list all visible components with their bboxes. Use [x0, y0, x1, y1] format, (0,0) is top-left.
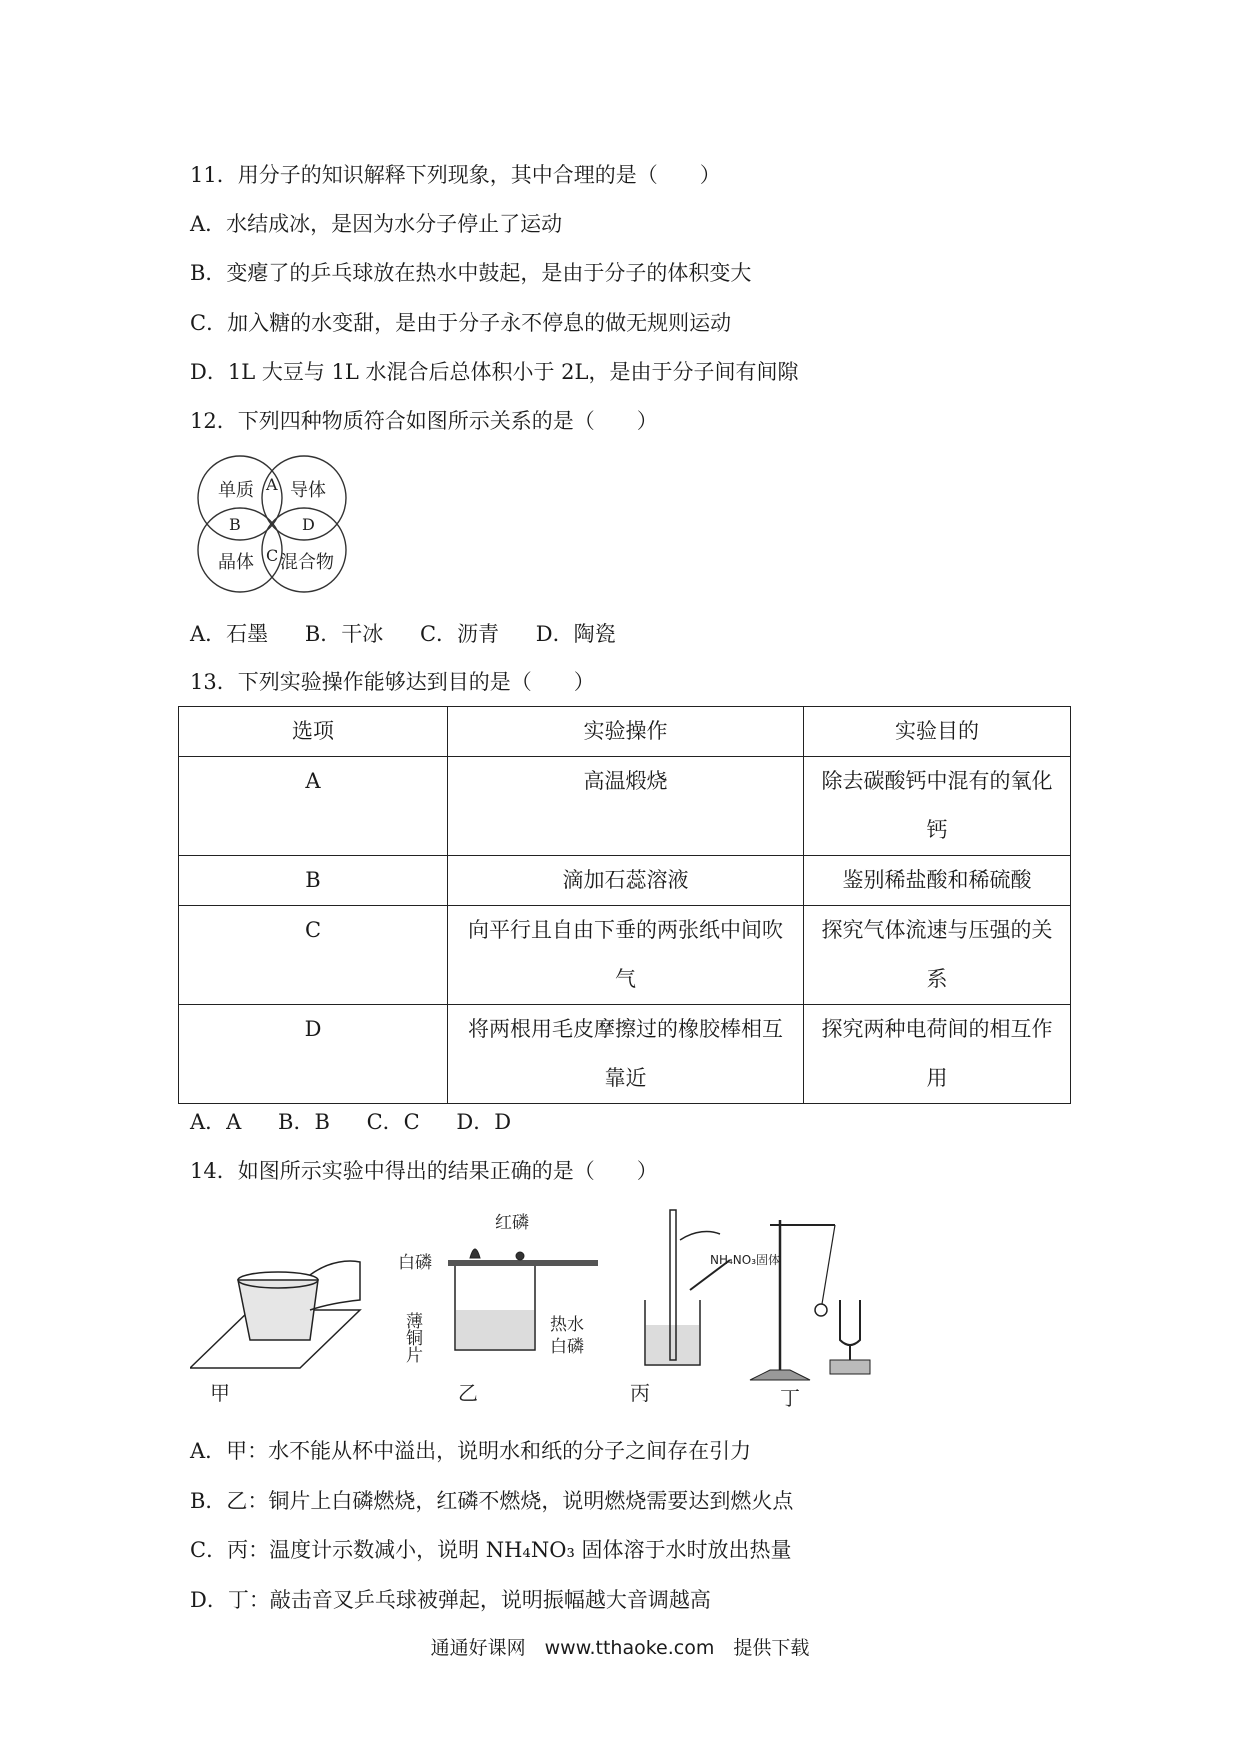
row-option: B — [179, 856, 448, 906]
flame-icon — [470, 1249, 480, 1258]
q12-option-a: A．石墨 — [190, 622, 269, 646]
venn-region-c: C — [266, 546, 279, 565]
q14-option-b: B．乙：铜片上白磷燃烧，红磷不燃烧，说明燃烧需要达到燃火点 — [190, 1489, 794, 1513]
row-option: A — [179, 757, 448, 856]
q11-stem: 11．用分子的知识解释下列现象，其中合理的是（ ） — [190, 163, 721, 187]
q14-option-a: A．甲：水不能从杯中溢出，说明水和纸的分子之间存在引力 — [190, 1439, 752, 1463]
cup-icon — [238, 1280, 318, 1340]
venn-label-c1: 单质 — [218, 480, 254, 501]
header-goal: 实验目的 — [804, 707, 1071, 757]
q13-stem: 13．下列实验操作能够达到目的是（ ） — [190, 670, 595, 694]
label-ding: 丁 — [780, 1386, 800, 1410]
q12-option-b: B．干冰 — [304, 622, 384, 646]
label-copper: 薄铜片 — [402, 1312, 422, 1363]
venn-diagram — [192, 450, 352, 600]
panel-ding — [750, 1220, 870, 1410]
hand-icon — [680, 1232, 720, 1240]
table-row — [179, 906, 1071, 1005]
label-red-p: 红磷 — [495, 1213, 529, 1233]
venn-label-c2: 导体 — [290, 480, 326, 501]
row-goal: 鉴别稀盐酸和稀硫酸 — [804, 856, 1071, 906]
label-jia: 甲 — [210, 1381, 230, 1405]
q13-options — [190, 1107, 541, 1137]
row-goal: 探究气体流速与压强的关系 — [804, 906, 1071, 1005]
label-nh4no3: NH₄NO₃固体 — [710, 1253, 781, 1267]
q14-stem: 14．如图所示实验中得出的结果正确的是（ ） — [190, 1159, 658, 1183]
label-white-p2: 白磷 — [550, 1337, 584, 1357]
table-row — [179, 856, 1071, 906]
q14-option-c: C．丙：温度计示数减小，说明 NH₄NO₃ 固体溶于水时放出热量 — [190, 1538, 792, 1562]
q12-option-d: D．陶瓷 — [535, 622, 616, 646]
ping-pong-ball-icon — [815, 1304, 827, 1316]
table-row — [179, 1005, 1071, 1104]
label-white-p: 白磷 — [398, 1253, 432, 1273]
row-option: C — [179, 906, 448, 1005]
venn-region-a: A — [266, 475, 278, 494]
row-operation: 高温煅烧 — [448, 757, 804, 856]
row-operation: 向平行且自由下垂的两张纸中间吹气 — [448, 906, 804, 1005]
header-operation: 实验操作 — [448, 707, 804, 757]
row-operation: 滴加石蕊溶液 — [448, 856, 804, 906]
q11-option-d: D．1L 大豆与 1L 水混合后总体积小于 2L，是由于分子间有间隙 — [190, 360, 799, 384]
label-hot-water: 热水 — [550, 1315, 584, 1335]
header-option: 选项 — [179, 707, 448, 757]
label-yi: 乙 — [458, 1381, 478, 1405]
red-phosphorus-icon — [516, 1252, 524, 1260]
tuning-fork-icon — [840, 1300, 860, 1360]
label-bing: 丙 — [630, 1381, 650, 1405]
venn-label-c4: 混合物 — [280, 552, 334, 573]
venn-label-c3: 晶体 — [218, 552, 254, 573]
venn-region-d: D — [302, 515, 315, 534]
q12-stem: 12．下列四种物质符合如图所示关系的是（ ） — [190, 409, 658, 433]
q13-option-d: D．D — [456, 1110, 512, 1134]
row-goal: 探究两种电荷间的相互作用 — [804, 1005, 1071, 1104]
venn-region-b: B — [229, 515, 241, 534]
q13-option-a: A．A — [190, 1110, 242, 1134]
experiment-figure — [190, 1200, 970, 1410]
pendulum-string-icon — [822, 1225, 835, 1304]
row-goal: 除去碳酸钙中混有的氧化钙 — [804, 757, 1071, 856]
q11-option-b: B．变瘪了的乒乓球放在热水中鼓起，是由于分子的体积变大 — [190, 261, 752, 285]
q14-option-d: D．丁：敲击音叉乒乓球被弹起，说明振幅越大音调越高 — [190, 1588, 711, 1612]
q12-option-c: C．沥青 — [419, 622, 500, 646]
table-header-row — [179, 707, 1071, 757]
panel-yi — [398, 1213, 598, 1405]
stand-base-icon — [750, 1370, 810, 1380]
row-option: D — [179, 1005, 448, 1104]
copper-plate-icon — [448, 1260, 598, 1266]
q11-option-c: C．加入糖的水变甜，是由于分子永不停息的做无规则运动 — [190, 311, 732, 335]
row-operation: 将两根用毛皮摩擦过的橡胶棒相互靠近 — [448, 1005, 804, 1104]
q11-option-a: A．水结成冰，是因为水分子停止了运动 — [190, 212, 563, 236]
q12-options — [190, 619, 646, 649]
page-footer: 通通好课网 www.tthaoke.com 提供下载 — [430, 1637, 810, 1659]
table-row — [179, 757, 1071, 856]
experiment-table — [178, 706, 1071, 1104]
q13-option-c: C．C — [366, 1110, 420, 1134]
panel-jia — [190, 1261, 360, 1405]
q13-option-b: B．B — [278, 1110, 330, 1134]
